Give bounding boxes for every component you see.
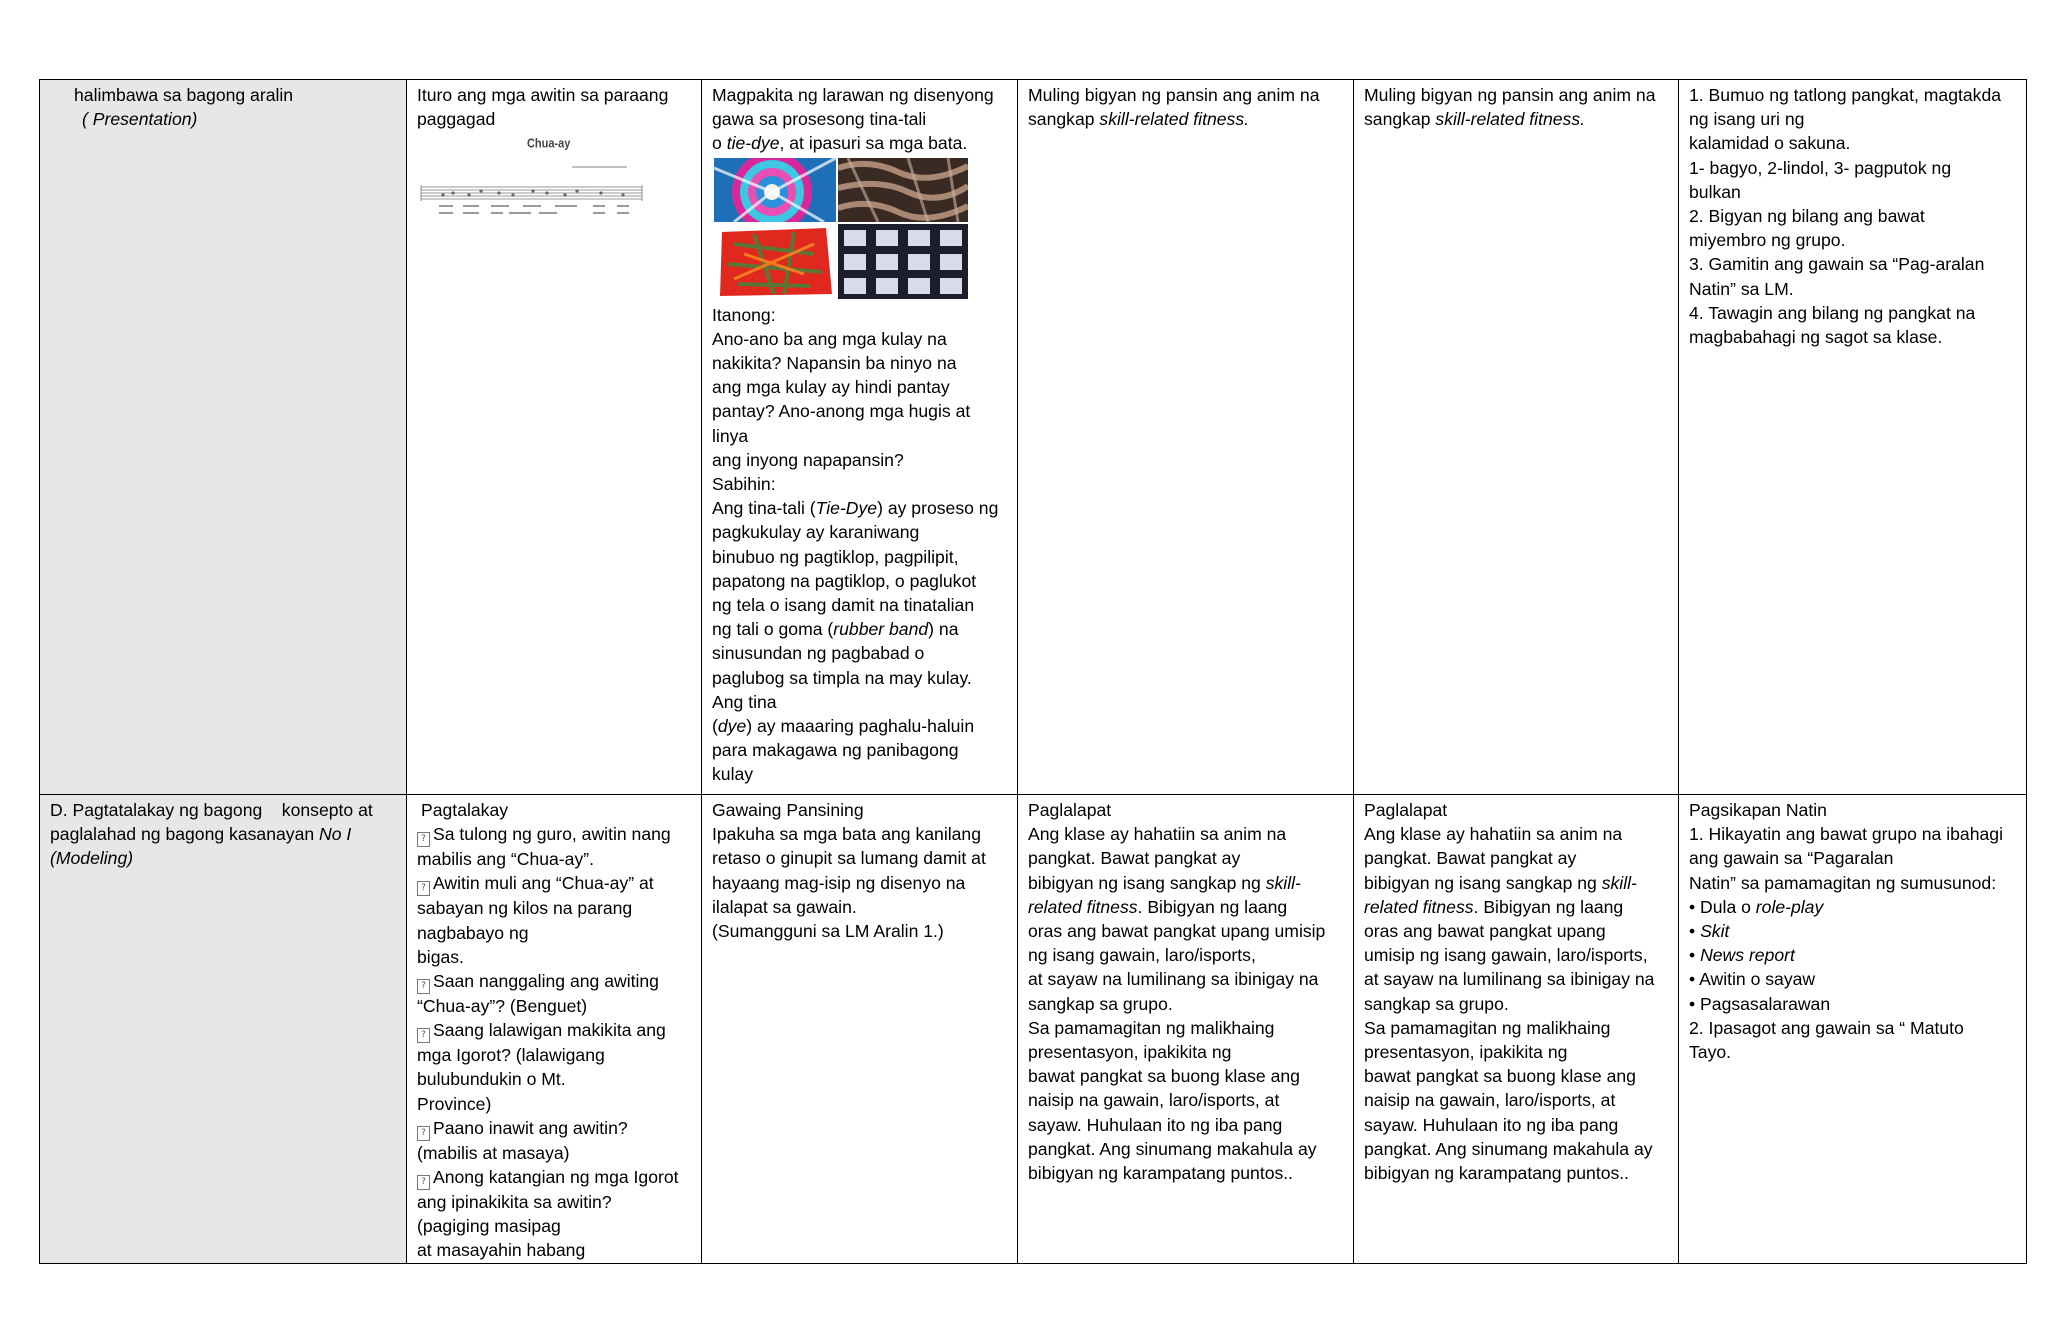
text-line: Sabihin: [712, 474, 776, 495]
text-line: Muling bigyan ng pansin ang anim na [1364, 85, 1656, 105]
text-line: Province) [417, 1093, 492, 1114]
text-line: presentasyon, ipakikita ng [1028, 1042, 1232, 1063]
missing-glyph-icon: ? [417, 1028, 430, 1043]
list-item: ? Paano inawit ang awitin? [417, 1116, 692, 1141]
text-line: bulubundukin o Mt. [417, 1069, 566, 1090]
tie-dye-red-shirt-image [714, 224, 836, 299]
text-line: Natin” sa pamamagitan ng sumusunod: [1689, 872, 1997, 893]
text-line: naisip na gawain, laro/isports, at [1364, 1090, 1616, 1111]
text-line: pangkat. Bawat pangkat ay [1028, 848, 1241, 869]
section-heading: Pagsikapan Natin [1689, 800, 1827, 820]
row-label-cell [40, 795, 407, 1264]
text-line: mga Igorot? (lalawigang [417, 1045, 605, 1066]
section-heading: Paglalapat [1028, 800, 1112, 820]
text-line: bibigyan ng karampatang puntos.. [1364, 1163, 1630, 1184]
text-line: pangkat. Ang sinumang makahula ay [1028, 1138, 1317, 1159]
text-line: nakikita? Napansin ba ninyo na [712, 353, 957, 374]
text-line: (pagiging masipag [417, 1216, 561, 1237]
text-line: 1. Hikayatin ang bawat grupo na ibahagi [1689, 824, 2003, 845]
text-line: pantay? Ano-anong mga hugis at [712, 401, 971, 422]
text-line: at sayaw na lumilinang sa ibinigay na [1028, 969, 1319, 990]
text-line: ang gawain sa “Pagaralan [1689, 848, 1894, 869]
text-line: miyembro ng grupo. [1689, 230, 1846, 251]
text-line: 2. Ipasagot ang gawain sa “ Matuto [1689, 1017, 1964, 1038]
text-line: at sayaw na lumilinang sa ibinigay na [1364, 969, 1655, 990]
row-label-subtext: ( Presentation) [82, 109, 198, 130]
text-line: Ano-ano ba ang mga kulay na [712, 328, 947, 349]
list-item: • Skit [1689, 921, 1730, 942]
pe-cell-1 [1018, 795, 1354, 1264]
table-row [40, 80, 2027, 795]
text-block [1028, 919, 1344, 1185]
text-line: bibigyan ng karampatang puntos.. [1028, 1163, 1294, 1184]
text-line: bibigyan ng isang sangkap ng skill- [1364, 872, 1637, 893]
pe-cell-2 [1354, 795, 1679, 1264]
list-item: ? Saang lalawigan makikita ang [417, 1018, 692, 1043]
text-line: Ang klase ay hahatiin sa anim na [1028, 824, 1287, 845]
sheet-music-image [417, 133, 657, 243]
text-line: ng isang gawain, laro/isports, [1028, 945, 1256, 966]
discussion-list [417, 822, 692, 1262]
missing-glyph-icon: ? [417, 1126, 430, 1141]
health-cell [1679, 795, 2027, 1264]
text-block [1364, 919, 1669, 1185]
list-item: • Awitin o sayaw [1689, 969, 1816, 990]
text-line: 2. Bigyan ng bilang ang bawat [1689, 206, 1925, 227]
text-line: sangkap sa grupo. [1364, 993, 1509, 1014]
list-item: ? Anong katangian ng mga Igorot [417, 1165, 692, 1190]
text-line: sangkap sa grupo. [1028, 993, 1173, 1014]
arts-cell [702, 795, 1018, 1264]
arts-cell [702, 80, 1018, 795]
text-line: Sa pamamagitan ng malikhaing [1028, 1017, 1275, 1038]
tie-dye-brown-image [838, 158, 968, 222]
list-item: • Dula o role-play [1689, 896, 1824, 917]
row-label-text: (Modeling) [50, 848, 134, 869]
text-line: linya [712, 425, 749, 446]
text-line: Ituro ang mga awitin sa paraang [417, 85, 669, 105]
text-line: Ipakuha sa mga bata ang kanilang [712, 824, 981, 845]
tie-dye-spiral-image [714, 158, 836, 222]
text-line: sinusundan ng pagbabad o [712, 643, 925, 664]
text-line: Tayo. [1689, 1042, 1732, 1063]
text-line: Ang klase ay hahatiin sa anim na [1364, 824, 1623, 845]
text-line: o tie-dye, at ipasuri sa mga bata. [712, 133, 968, 154]
text-line: ng tali o goma (rubber band) na [712, 619, 959, 640]
text-line: presentasyon, ipakikita ng [1364, 1042, 1568, 1063]
text-line: sangkap skill-related fitness. [1364, 109, 1586, 130]
text-line: bawat pangkat sa buong klase ang [1028, 1066, 1300, 1087]
missing-glyph-icon: ? [417, 1175, 430, 1190]
text-line: binubuo ng pagtiklop, pagpilipit, [712, 546, 959, 567]
list-item: ? Sa tulong ng guro, awitin nang [417, 822, 692, 847]
text-line: sayaw. Huhulaan ito ng iba pang [1028, 1114, 1283, 1135]
text-line: gawa sa prosesong tina-tali [712, 109, 927, 130]
text-line: magbabahagi ng sagot sa klase. [1689, 327, 1943, 348]
table-row [40, 795, 2027, 1264]
text-line: oras ang bawat pangkat upang [1364, 921, 1606, 942]
music-cell [407, 795, 702, 1264]
text-line: papatong na pagtiklop, o paglukot [712, 570, 977, 591]
text-line: bigas. [417, 946, 464, 967]
text-line: hayaang mag-isip ng disenyo na [712, 872, 966, 893]
list-item: ? Awitin muli ang “Chua-ay” at [417, 871, 692, 896]
text-line: sayaw. Huhulaan ito ng iba pang [1364, 1114, 1619, 1135]
tie-dye-images [714, 158, 976, 299]
missing-glyph-icon: ? [417, 881, 430, 896]
text-line: Ang tina [712, 691, 777, 712]
text-line: paglubog sa timpla na may kulay. [712, 667, 972, 688]
text-line: Natin” sa LM. [1689, 278, 1794, 299]
text-line: bibigyan ng isang sangkap ng skill- [1028, 872, 1301, 893]
text-line: paggagad [417, 109, 496, 130]
text-line: ng isang uri ng [1689, 109, 1805, 130]
text-line: related fitness. Bibigyan ng laang [1028, 896, 1288, 917]
text-line: kalamidad o sakuna. [1689, 133, 1851, 154]
text-line: at masayahin habang [417, 1240, 586, 1261]
list-item: • News report [1689, 945, 1795, 966]
text-line: retaso o ginupit sa lumang damit at [712, 848, 986, 869]
text-line: 3. Gamitin ang gawain sa “Pag-aralan [1689, 254, 1985, 275]
row-label-cell [40, 80, 407, 795]
text-line: sangkap skill-related fitness. [1028, 109, 1250, 130]
text-line: (mabilis at masaya) [417, 1142, 570, 1163]
text-line: nagbabayo ng [417, 922, 529, 943]
section-heading: Pagtalakay [421, 800, 509, 820]
section-heading: Paglalapat [1364, 800, 1448, 820]
text-line: kulay [712, 764, 754, 785]
text-line: oras ang bawat pangkat upang umisip [1028, 921, 1326, 942]
text-line: pangkat. Bawat pangkat ay [1364, 848, 1577, 869]
pe-cell-2 [1354, 80, 1679, 795]
text-line: (Sumangguni sa LM Aralin 1.) [712, 921, 944, 942]
row-label-text: halimbawa sa bagong aralin [74, 85, 294, 105]
text-line: bulkan [1689, 181, 1741, 202]
text-line: ang inyong napapansin? [712, 449, 904, 470]
text-line: bawat pangkat sa buong klase ang [1364, 1066, 1636, 1087]
text-line: ang ipinakikita sa awitin? [417, 1192, 612, 1213]
pe-cell-1 [1018, 80, 1354, 795]
row-label-text: paglalahad ng bagong kasanayan No I [50, 824, 352, 845]
row-label-text: D. Pagtatalakay ng bagong konsepto at [50, 800, 373, 820]
text-line: mabilis ang “Chua-ay”. [417, 849, 594, 870]
text-line: Itanong: [712, 304, 776, 325]
lesson-plan-table [39, 79, 2027, 1264]
text-line: para makagawa ng panibagong [712, 740, 959, 761]
text-line: naisip na gawain, laro/isports, at [1028, 1090, 1280, 1111]
text-line: 1- bagyo, 2-lindol, 3- pagputok ng [1689, 157, 1952, 178]
text-line: related fitness. Bibigyan ng laang [1364, 896, 1624, 917]
missing-glyph-icon: ? [417, 832, 430, 847]
health-cell [1679, 80, 2027, 795]
text-line: ilalapat sa gawain. [712, 896, 857, 917]
sheet-music-title: Chua-ay [527, 135, 571, 152]
text-line: 4. Tawagin ang bilang ng pangkat na [1689, 302, 1976, 323]
music-cell [407, 80, 702, 795]
text-line: pangkat. Ang sinumang makahula ay [1364, 1138, 1653, 1159]
list-item: • Pagsasalarawan [1689, 993, 1831, 1014]
text-line: Ang tina-tali (Tie-Dye) ay proseso ng [712, 498, 999, 519]
tie-dye-grid-image [838, 224, 968, 299]
text-line: sabayan ng kilos na parang [417, 898, 633, 919]
text-line: pagkukulay ay karaniwang [712, 522, 920, 543]
text-line: “Chua-ay”? (Benguet) [417, 996, 588, 1017]
section-heading: Gawaing Pansining [712, 800, 864, 820]
list-item: ? Saan nanggaling ang awiting [417, 969, 692, 994]
text-line: Sa pamamagitan ng malikhaing [1364, 1017, 1611, 1038]
text-line: umisip ng isang gawain, laro/isports, [1364, 945, 1648, 966]
text-line: ng tela o isang damit na tinatalian [712, 595, 975, 616]
missing-glyph-icon: ? [417, 979, 430, 994]
text-line: (dye) ay maaaring paghalu-haluin [712, 716, 975, 737]
text-line: Muling bigyan ng pansin ang anim na [1028, 85, 1320, 105]
text-line: ang mga kulay ay hindi pantay [712, 377, 950, 398]
text-line: 1. Bumuo ng tatlong pangkat, magtakda [1689, 85, 2002, 105]
text-line: Magpakita ng larawan ng disenyong [712, 85, 994, 105]
